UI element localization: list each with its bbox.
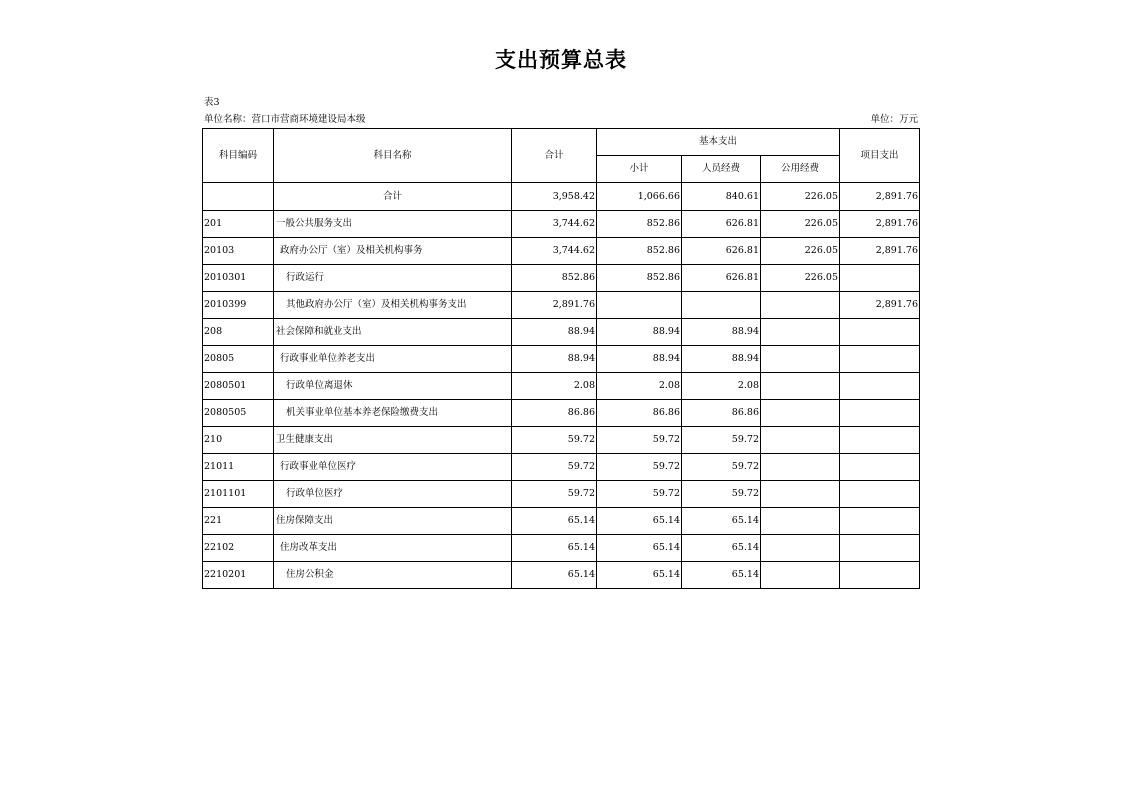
cell-personnel: 626.81 (682, 265, 761, 292)
cell-public (761, 454, 840, 481)
cell-personnel: 65.14 (682, 562, 761, 589)
table-row (203, 211, 920, 238)
cell-subtotal: 88.94 (597, 319, 682, 346)
cell-public (761, 481, 840, 508)
cell-name: 行政单位离退休 (274, 373, 512, 400)
cell-personnel: 59.72 (682, 481, 761, 508)
cell-project (840, 454, 920, 481)
cell-name: 行政运行 (274, 265, 512, 292)
cell-code: 210 (203, 427, 274, 454)
cell-subtotal: 852.86 (597, 238, 682, 265)
header-subtotal: 小计 (597, 156, 682, 183)
cell-personnel: 59.72 (682, 427, 761, 454)
cell-total: 59.72 (512, 481, 597, 508)
cell-project (840, 562, 920, 589)
header-public: 公用经费 (761, 156, 840, 183)
table-row-total (203, 183, 920, 211)
table-row (203, 481, 920, 508)
cell-project (840, 265, 920, 292)
cell-name: 住房公积金 (274, 562, 512, 589)
cell-total: 88.94 (512, 319, 597, 346)
budget-table (202, 128, 920, 589)
cell-public (761, 427, 840, 454)
cell-subtotal: 65.14 (597, 535, 682, 562)
cell-subtotal: 65.14 (597, 508, 682, 535)
table-row (203, 427, 920, 454)
cell-subtotal: 88.94 (597, 346, 682, 373)
cell-public: 226.05 (761, 238, 840, 265)
cell-public (761, 373, 840, 400)
cell-name: 政府办公厅（室）及相关机构事务 (274, 238, 512, 265)
table-number: 表3 (204, 97, 220, 108)
cell-name: 住房改革支出 (274, 535, 512, 562)
cell-subtotal: 59.72 (597, 427, 682, 454)
cell-personnel: 626.81 (682, 211, 761, 238)
cell-subtotal (597, 292, 682, 319)
cell-project (840, 508, 920, 535)
cell-code: 2080505 (203, 400, 274, 427)
table-row (203, 400, 920, 427)
cell-public (761, 508, 840, 535)
table-row (203, 292, 920, 319)
cell-personnel: 65.14 (682, 535, 761, 562)
cell-code (203, 183, 274, 211)
cell-personnel: 626.81 (682, 238, 761, 265)
cell-name: 其他政府办公厅（室）及相关机构事务支出 (274, 292, 512, 319)
unit-name: 单位名称：营口市营商环境建设局本级 (204, 114, 366, 125)
table-row (203, 265, 920, 292)
table-row (203, 454, 920, 481)
cell-code: 221 (203, 508, 274, 535)
header-name: 科目名称 (274, 129, 512, 183)
cell-subtotal: 59.72 (597, 481, 682, 508)
cell-personnel: 88.94 (682, 346, 761, 373)
cell-public (761, 400, 840, 427)
cell-project (840, 319, 920, 346)
cell-total: 2,891.76 (512, 292, 597, 319)
cell-subtotal: 1,066.66 (597, 183, 682, 211)
cell-project (840, 481, 920, 508)
cell-project: 2,891.76 (840, 183, 920, 211)
currency-unit: 单位：万元 (870, 114, 918, 125)
cell-personnel: 65.14 (682, 508, 761, 535)
cell-subtotal: 852.86 (597, 265, 682, 292)
cell-project (840, 427, 920, 454)
cell-total: 65.14 (512, 535, 597, 562)
cell-public (761, 319, 840, 346)
header-code: 科目编码 (203, 129, 274, 183)
cell-project: 2,891.76 (840, 238, 920, 265)
cell-personnel: 59.72 (682, 454, 761, 481)
cell-personnel: 840.61 (682, 183, 761, 211)
cell-project (840, 400, 920, 427)
cell-public (761, 535, 840, 562)
header-personnel: 人员经费 (682, 156, 761, 183)
table-row (203, 562, 920, 589)
cell-name: 合计 (274, 183, 512, 211)
cell-total: 65.14 (512, 508, 597, 535)
cell-code: 201 (203, 211, 274, 238)
cell-subtotal: 852.86 (597, 211, 682, 238)
cell-code: 2210201 (203, 562, 274, 589)
cell-personnel: 88.94 (682, 319, 761, 346)
cell-name: 社会保障和就业支出 (274, 319, 512, 346)
cell-code: 2101101 (203, 481, 274, 508)
cell-subtotal: 65.14 (597, 562, 682, 589)
cell-code: 22102 (203, 535, 274, 562)
header-project: 项目支出 (840, 129, 920, 183)
table-body (203, 183, 920, 589)
cell-code: 208 (203, 319, 274, 346)
cell-project (840, 535, 920, 562)
table-header (203, 129, 920, 183)
cell-project: 2,891.76 (840, 211, 920, 238)
cell-total: 59.72 (512, 454, 597, 481)
cell-project (840, 373, 920, 400)
table-row (203, 373, 920, 400)
table-row (203, 508, 920, 535)
cell-project (840, 346, 920, 373)
cell-total: 852.86 (512, 265, 597, 292)
cell-public (761, 562, 840, 589)
cell-total: 59.72 (512, 427, 597, 454)
cell-name: 行政事业单位医疗 (274, 454, 512, 481)
cell-total: 65.14 (512, 562, 597, 589)
cell-name: 机关事业单位基本养老保险缴费支出 (274, 400, 512, 427)
cell-personnel: 2.08 (682, 373, 761, 400)
cell-code: 21011 (203, 454, 274, 481)
cell-total: 3,958.42 (512, 183, 597, 211)
cell-code: 2010399 (203, 292, 274, 319)
cell-total: 88.94 (512, 346, 597, 373)
cell-public: 226.05 (761, 183, 840, 211)
cell-name: 卫生健康支出 (274, 427, 512, 454)
cell-personnel: 86.86 (682, 400, 761, 427)
cell-public: 226.05 (761, 211, 840, 238)
cell-name: 一般公共服务支出 (274, 211, 512, 238)
cell-name: 行政事业单位养老支出 (274, 346, 512, 373)
cell-public (761, 346, 840, 373)
cell-subtotal: 86.86 (597, 400, 682, 427)
table-row (203, 346, 920, 373)
table-row (203, 238, 920, 265)
table-row (203, 319, 920, 346)
table-row (203, 535, 920, 562)
cell-subtotal: 2.08 (597, 373, 682, 400)
cell-public: 226.05 (761, 265, 840, 292)
cell-name: 行政单位医疗 (274, 481, 512, 508)
header-total: 合计 (512, 129, 597, 183)
cell-total: 3,744.62 (512, 211, 597, 238)
cell-personnel (682, 292, 761, 319)
cell-public (761, 292, 840, 319)
cell-total: 86.86 (512, 400, 597, 427)
cell-code: 20805 (203, 346, 274, 373)
cell-name: 住房保障支出 (274, 508, 512, 535)
cell-code: 20103 (203, 238, 274, 265)
cell-code: 2010301 (203, 265, 274, 292)
cell-project: 2,891.76 (840, 292, 920, 319)
header-basic: 基本支出 (597, 129, 840, 156)
cell-total: 2.08 (512, 373, 597, 400)
cell-subtotal: 59.72 (597, 454, 682, 481)
cell-total: 3,744.62 (512, 238, 597, 265)
cell-code: 2080501 (203, 373, 274, 400)
page-title: 支出预算总表 (495, 48, 627, 72)
